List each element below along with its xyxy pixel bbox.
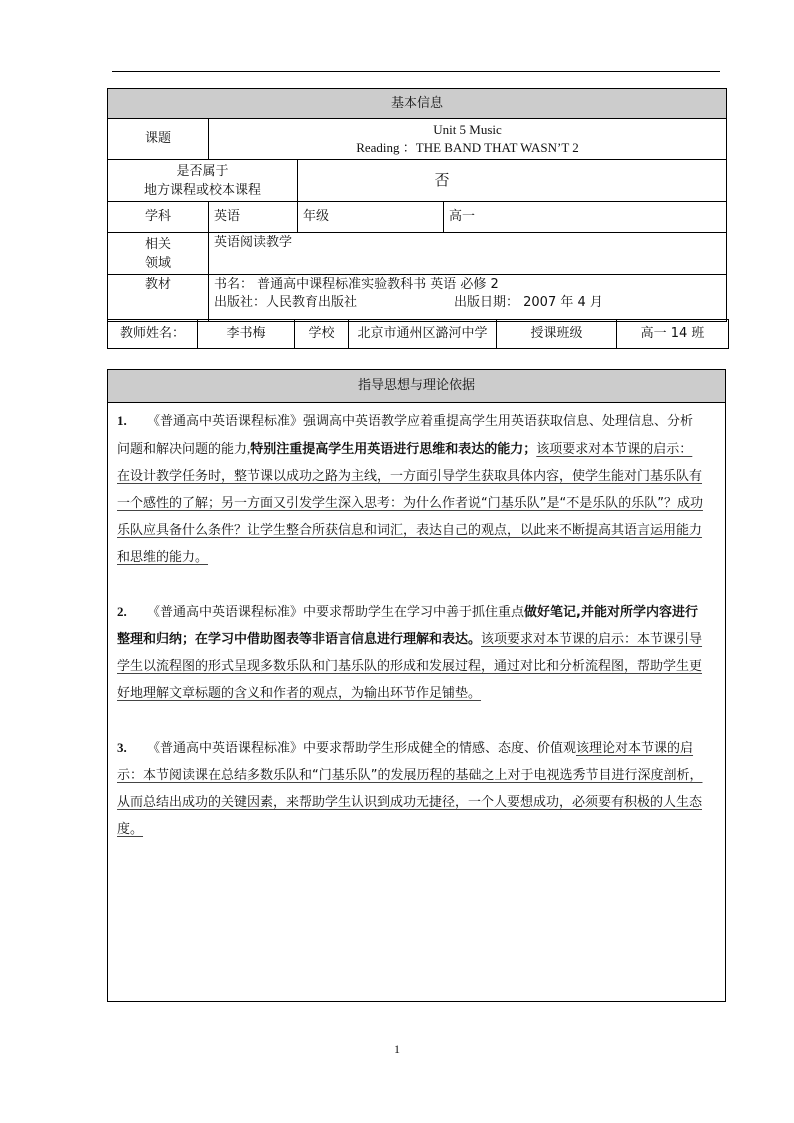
teacher-info-table <box>107 319 729 349</box>
theory-item-number: 1. <box>117 413 127 428</box>
field-label-line-1: 相关 <box>144 236 171 252</box>
local-course-label <box>108 160 298 202</box>
teacher-name-label: 教师姓名： <box>108 320 198 349</box>
field-label-line-2: 领域 <box>144 255 171 271</box>
guiding-theory-table <box>107 369 726 1002</box>
theory-item-number: 3. <box>117 740 127 755</box>
theory-item-1 <box>117 407 705 571</box>
theory-item-implication: 该理论对本节课的启示：本节阅读课在总结多数乐队和“门基乐队”的发展历程的基础之上对于电视选秀节目进行深度剖析，从而总结出成功的关键因素，来帮助学生认识到成功无捷径，一个人要想成功，必须要有积极的人生态度。 <box>117 741 703 837</box>
header-rule <box>112 71 720 72</box>
topic-label: 课题 <box>108 119 209 160</box>
guiding-theory-body <box>108 403 726 1002</box>
theory-item-number: 2. <box>117 604 127 619</box>
textbook-title: 书名： 普通高中课程标准实验教科书 英语 必修 2 <box>214 277 499 292</box>
theory-item-implication: 该项要求对本节课的启示：在设计教学任务时，整节课以成功之路为主线，一方面引导学生获取具体内容，使学生能对门基乐队有一个感性的了解；另一方面又引发学生深入思考：为什么作者说“门基乐队”是“不是乐队的乐队”？成功乐队应具备什么条件？让学生整合所获信息和词汇，表达自己的观点，以此来不断提高其语言运用能力和思维的能力。 <box>117 442 703 565</box>
subject-value: 英语 <box>209 202 298 233</box>
school-value: 北京市通州区潞河中学 <box>349 320 497 349</box>
topic-line-2: Reading ：THE BAND THAT WASN’T 2 <box>356 140 579 155</box>
local-course-label-line-2: 地方课程或校本课程 <box>143 182 261 198</box>
textbook-pub-date: 出版日期： 2007 年 4 月 <box>454 294 603 310</box>
topic-value <box>209 119 727 160</box>
page-number: 1 <box>394 1042 400 1056</box>
grade-value: 高一 <box>444 202 727 233</box>
subject-label: 学科 <box>108 202 209 233</box>
textbook-label: 教材 <box>108 275 209 322</box>
local-course-label-line-1: 是否属于 <box>176 163 229 179</box>
theory-item-standard: 《普通高中英语课程标准》强调高中英语教学应着重提高学生用英语获取信息、处理信息、分析问题和解决问题的能力, <box>117 413 694 456</box>
local-course-value: 否 <box>298 160 727 202</box>
textbook-value <box>209 275 727 322</box>
class-value: 高一 14 班 <box>617 320 729 349</box>
theory-item-standard: 《普通高中英语课程标准》中要求帮助学生形成健全的情感、态度、价值观 <box>147 740 577 755</box>
school-label: 学校 <box>295 320 349 349</box>
basic-info-header: 基本信息 <box>108 89 727 119</box>
theory-item-emphasis: 做好笔记,并能对所学内容进行整理和归纳；在学习中借助图表等非语言信息进行理解和表达。 <box>117 605 698 647</box>
theory-item-emphasis: 特别注重提高学生用英语进行思维和表达的能力； <box>250 442 537 457</box>
theory-item-standard: 《普通高中英语课程标准》中要求帮助学生在学习中善于抓住重点 <box>147 604 525 619</box>
textbook-publisher: 出版社：人民教育出版社 <box>214 294 358 310</box>
theory-item-2 <box>117 598 705 707</box>
theory-item-implication: 该项要求对本节课的启示：本节课引导学生以流程图的形式呈现多数乐队和门基乐队的形成和发展过程，通过对比和分析流程图，帮助学生更好地理解文章标题的含义和作者的观点，为输出环节作足铺垫。 <box>117 632 703 701</box>
textbook-publisher-row <box>214 294 726 312</box>
field-label <box>108 233 209 275</box>
grade-label: 年级 <box>298 202 444 233</box>
guiding-theory-header: 指导思想与理论依据 <box>108 370 726 403</box>
basic-info-table <box>107 88 727 322</box>
teacher-name-value: 李书梅 <box>198 320 295 349</box>
topic-line-1: Unit 5 Music <box>433 122 502 138</box>
theory-item-3 <box>117 734 705 843</box>
field-value: 英语阅读教学 <box>209 233 727 275</box>
class-label: 授课班级 <box>497 320 617 349</box>
